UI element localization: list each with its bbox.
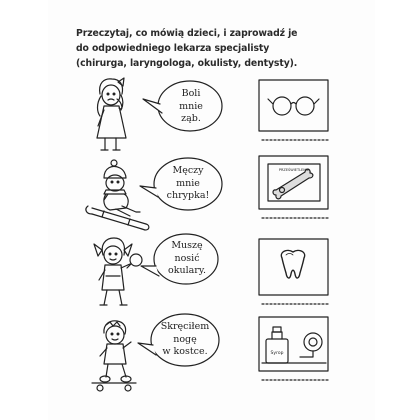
girl-with-magnifier-illustration xyxy=(94,238,142,305)
speech-bubble-1 xyxy=(143,81,222,131)
speech-bubble-4 xyxy=(138,314,219,366)
speech-bubble-3 xyxy=(141,234,218,284)
syrup-label: Syrop xyxy=(270,351,284,356)
instruction-line-2: do odpowiedniego lekarza specjalisty xyxy=(76,43,270,54)
glasses-icon xyxy=(268,97,319,115)
instruction-line-1: Przeczytaj, co mówią dzieci, i zaprowadź je xyxy=(76,28,298,39)
boy-on-skateboard-illustration xyxy=(92,321,136,391)
tooth-icon xyxy=(281,250,304,278)
speech-bubble-2-text: Męczy mnie chrypka! xyxy=(166,165,210,201)
speech-bubble-4-text: Skręciłem nogę w kostce. xyxy=(160,321,210,357)
child-on-sled-illustration xyxy=(86,160,149,230)
girl-toothache-illustration xyxy=(97,78,126,150)
xray-label: PRZEŚWIETLENIE xyxy=(278,168,310,172)
syrup-and-tape-icon xyxy=(262,327,326,363)
speech-bubble-2 xyxy=(140,158,222,210)
speech-bubble-3-text: Muszę nosić okulary. xyxy=(168,240,206,276)
speech-bubble-1-text: Boli mnie ząb. xyxy=(179,88,203,124)
picture-box-3 xyxy=(259,239,328,295)
picture-box-1 xyxy=(259,80,328,131)
instruction-line-3: (chirurga, laryngologa, okulisty, dentysty). xyxy=(76,58,298,69)
